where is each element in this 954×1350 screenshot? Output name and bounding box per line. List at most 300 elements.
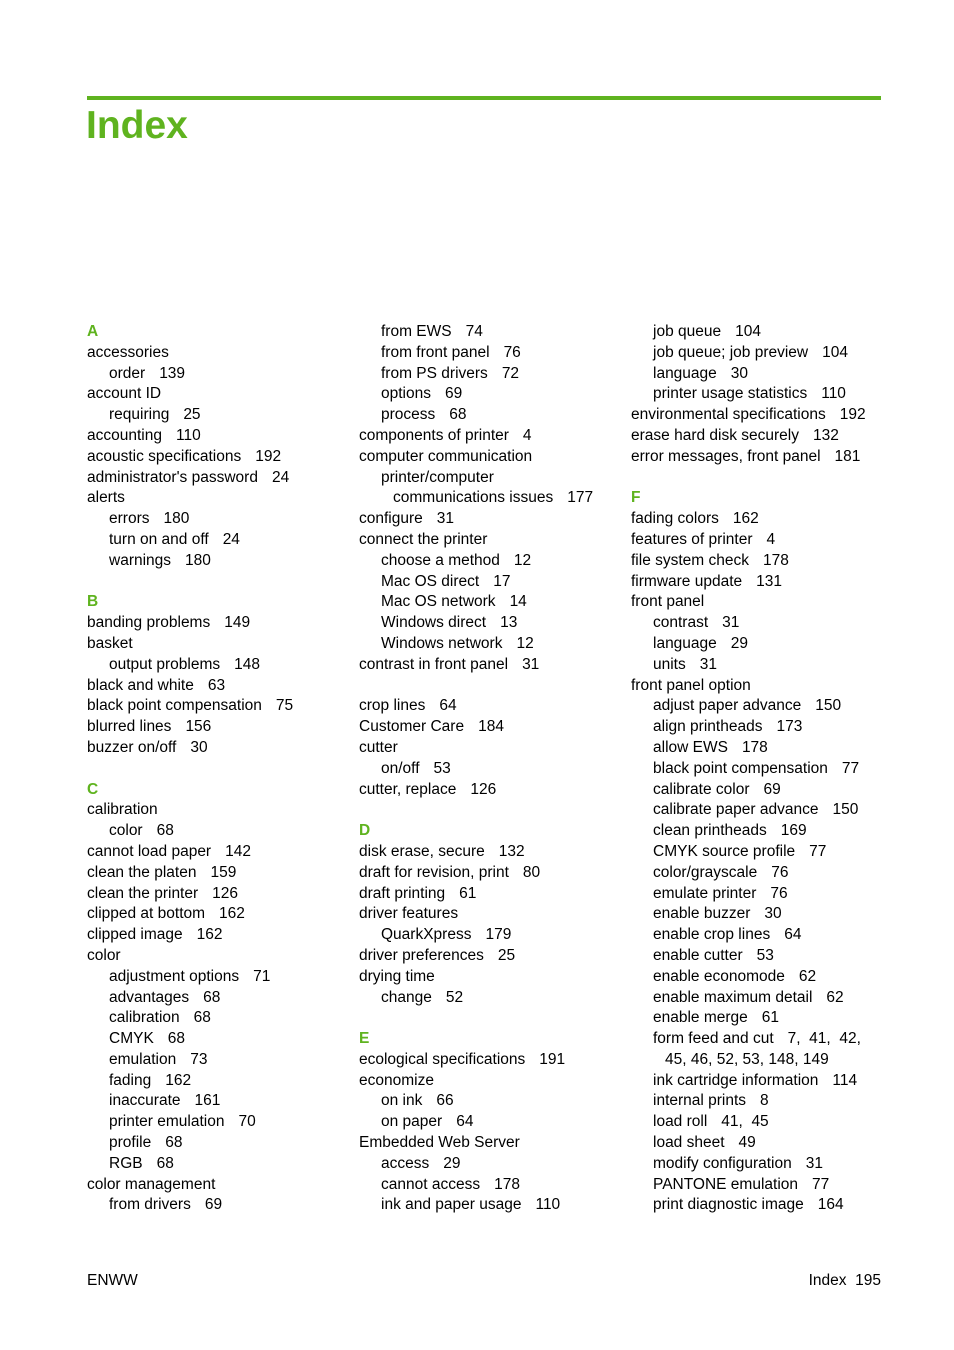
index-column-2 <box>359 322 621 1216</box>
page-reference[interactable]: 63 <box>207 676 226 694</box>
page-reference[interactable]: 114 <box>832 1071 858 1089</box>
index-entry <box>359 904 621 925</box>
index-letter-heading: B <box>87 593 99 611</box>
index-letter-heading: C <box>87 780 99 798</box>
page-reference[interactable]: 161 <box>194 1092 221 1110</box>
index-subentry <box>359 405 621 426</box>
index-term: CMYK source profile <box>653 842 796 860</box>
index-entry <box>359 780 621 801</box>
index-term: color <box>87 946 121 964</box>
index-subentry <box>87 1008 327 1029</box>
page-reference[interactable]: 156 <box>185 718 212 736</box>
index-entry <box>87 717 327 738</box>
index-term: color/grayscale <box>653 863 758 881</box>
index-term: on paper <box>381 1113 443 1131</box>
index-subentry <box>87 1071 327 1092</box>
page-reference[interactable]: 24 <box>222 530 240 548</box>
page-reference[interactable]: 104 <box>735 323 761 340</box>
page-reference[interactable]: 31 <box>805 1154 823 1172</box>
index-term: erase hard disk securely <box>631 426 799 444</box>
index-subentry <box>87 1029 327 1050</box>
index-entry <box>631 447 893 468</box>
index-subentry <box>631 322 893 343</box>
index-subentry <box>631 863 893 884</box>
index-term: printer emulation <box>109 1113 225 1131</box>
page-reference[interactable]: 110 <box>535 1196 561 1214</box>
index-entry <box>87 863 327 884</box>
index-entry <box>87 447 327 468</box>
index-entry <box>87 1175 327 1196</box>
page-reference[interactable]: 169 <box>780 822 807 840</box>
index-term: PANTONE emulation <box>653 1175 799 1193</box>
index-subentry <box>359 1195 621 1216</box>
page-reference[interactable]: 110 <box>821 385 846 403</box>
page-reference[interactable]: 30 <box>764 905 782 923</box>
index-term: configure <box>359 510 423 528</box>
index-term: fading colors <box>631 510 719 528</box>
index-subentry <box>87 551 327 572</box>
index-term: choose a method <box>381 551 500 569</box>
index-term: Windows direct <box>381 614 487 632</box>
index-entry <box>631 551 893 572</box>
page-reference[interactable]: 126 <box>470 780 497 798</box>
page-reference[interactable]: 68 <box>156 1154 174 1172</box>
page-reference[interactable]: 178 <box>741 738 768 756</box>
index-subentry <box>631 738 893 759</box>
index-term: disk erase, secure <box>359 842 485 860</box>
index-subentry <box>359 988 621 1009</box>
index-term: communications issues <box>393 489 554 507</box>
page-reference[interactable]: 30 <box>730 364 749 382</box>
index-term: load roll <box>653 1113 708 1131</box>
page-reference[interactable]: 69 <box>763 780 781 798</box>
page-reference[interactable]: 12 <box>513 551 532 569</box>
index-subentry <box>631 780 893 801</box>
index-letter-heading: D <box>359 822 371 840</box>
index-entry <box>359 530 621 551</box>
page-reference[interactable]: 31 <box>722 614 740 632</box>
index-entry <box>87 925 327 946</box>
index-term: environmental specifications <box>631 406 826 424</box>
index-subentry <box>87 988 327 1009</box>
index-subentry <box>631 884 893 905</box>
index-entry <box>359 1050 621 1071</box>
page-reference[interactable]: 68 <box>165 1134 183 1152</box>
index-term: profile <box>109 1134 152 1152</box>
index-letter-heading: E <box>359 1030 370 1048</box>
index-term: color management <box>87 1175 216 1193</box>
index-term: driver features <box>359 905 459 923</box>
spacer <box>359 800 621 821</box>
page-reference[interactable]: 110 <box>175 426 201 444</box>
index-term: from front panel <box>381 343 490 361</box>
index-subentry <box>359 1175 621 1196</box>
index-subentry <box>359 925 621 946</box>
index-entry <box>87 696 327 717</box>
spacer <box>87 759 327 780</box>
page-reference[interactable]: 61 <box>459 884 477 902</box>
footer-left: ENWW <box>87 1272 138 1289</box>
index-subentry <box>87 1091 327 1112</box>
index-entry <box>87 800 327 821</box>
index-term: acoustic specifications <box>87 447 242 465</box>
page-reference[interactable]: 53 <box>433 759 451 777</box>
index-entry <box>631 530 893 551</box>
index-term: print diagnostic image <box>653 1196 804 1214</box>
index-term: calibrate paper advance <box>653 801 819 819</box>
index-subentry <box>631 800 893 821</box>
page-reference[interactable]: 178 <box>763 551 789 569</box>
index-subentry <box>631 904 893 925</box>
index-subentry <box>359 613 621 634</box>
index-entry <box>359 967 621 988</box>
page-reference[interactable]: 76 <box>771 863 789 881</box>
index-subentry <box>87 1050 327 1071</box>
index-subentry <box>87 1133 327 1154</box>
page-reference[interactable]: 62 <box>798 967 817 985</box>
index-term: job queue <box>653 323 722 340</box>
page-reference[interactable]: 162 <box>732 510 759 528</box>
index-subentry <box>87 405 327 426</box>
page-reference[interactable]: 64 <box>439 697 457 715</box>
index-subentry <box>359 322 621 343</box>
header-rule <box>87 96 881 100</box>
page-reference[interactable]: 8 <box>760 1092 769 1110</box>
index-subentry <box>631 1195 893 1216</box>
index-term: from drivers <box>109 1196 191 1214</box>
index-term: account ID <box>87 385 162 403</box>
index-entry <box>87 842 327 863</box>
index-term: enable crop lines <box>653 926 771 944</box>
page-reference[interactable]: 64 <box>784 926 802 944</box>
index-subentry <box>631 384 893 405</box>
page-reference[interactable]: 25 <box>183 406 201 424</box>
index-subentry <box>631 946 893 967</box>
index-term: black and white <box>87 676 194 694</box>
index-subentry <box>631 988 893 1009</box>
index-entry <box>359 842 621 863</box>
index-entry <box>87 946 327 967</box>
index-subentry <box>359 343 621 364</box>
page-reference[interactable]: 41, 45 <box>721 1113 769 1131</box>
index-subentry <box>631 1008 893 1029</box>
index-term: access <box>381 1154 430 1172</box>
index-term: RGB <box>109 1154 143 1172</box>
page-reference[interactable]: 53 <box>756 946 774 964</box>
index-term: warnings <box>109 551 172 569</box>
page-reference[interactable]: 31 <box>436 510 455 528</box>
index-term: language <box>653 364 717 382</box>
index-entry <box>359 1133 621 1154</box>
index-term: connect the printer <box>359 530 488 548</box>
index-subentry <box>631 967 893 988</box>
index-term: requiring <box>109 406 170 424</box>
index-term: advantages <box>109 988 190 1006</box>
index-subentry <box>631 1175 893 1196</box>
index-term: front panel option <box>631 676 751 694</box>
index-term: on ink <box>381 1092 423 1110</box>
page-reference[interactable]: 7, 41, 42, <box>787 1030 861 1048</box>
page-reference[interactable]: 162 <box>196 926 223 944</box>
page-reference[interactable]: 150 <box>815 697 842 715</box>
index-term: Customer Care <box>359 718 465 736</box>
page-reference[interactable]: 139 <box>159 364 186 382</box>
index-subentry <box>87 655 327 676</box>
page-reference[interactable]: 76 <box>503 343 521 361</box>
index-term: emulate printer <box>653 884 757 902</box>
index-entry <box>87 884 327 905</box>
page-reference[interactable]: 68 <box>203 988 221 1006</box>
index-term: internal prints <box>653 1092 747 1110</box>
page-reference[interactable]: 180 <box>185 551 211 569</box>
index-entry <box>631 405 893 426</box>
index-term: features of printer <box>631 530 753 548</box>
index-term: error messages, front panel <box>631 447 821 465</box>
index-term: clipped image <box>87 926 183 944</box>
index-entry <box>87 488 327 509</box>
page-reference[interactable]: 25 <box>497 946 516 964</box>
page-reference[interactable]: 31 <box>522 655 540 673</box>
index-entry <box>359 509 621 530</box>
page-reference[interactable]: 24 <box>271 468 290 486</box>
page-reference[interactable]: 159 <box>210 863 237 881</box>
page-reference[interactable]: 74 <box>465 323 483 340</box>
index-subentry <box>359 488 621 509</box>
page-reference[interactable]: 68 <box>449 406 467 424</box>
page-reference[interactable]: 77 <box>809 842 827 860</box>
index-term: Mac OS network <box>381 593 496 611</box>
footer-page-number: Index 195 <box>808 1272 881 1289</box>
index-term: cutter, replace <box>359 780 457 798</box>
index-term: printer/computer <box>381 468 494 486</box>
index-letter-heading: F <box>631 489 641 507</box>
index-term: from PS drivers <box>381 364 488 382</box>
page-reference[interactable]: 68 <box>167 1030 186 1048</box>
index-subentry <box>87 364 327 385</box>
index-subentry <box>87 1112 327 1133</box>
index-term: output problems <box>109 655 221 673</box>
index-term: draft printing <box>359 884 446 902</box>
page-reference[interactable]: 191 <box>539 1050 566 1068</box>
page-reference[interactable]: 180 <box>163 510 190 528</box>
spacer <box>631 468 893 489</box>
index-term: adjust paper advance <box>653 697 802 715</box>
index-column-3 <box>631 322 893 1216</box>
index-term: driver preferences <box>359 946 484 964</box>
index-subentry <box>631 634 893 655</box>
index-term: cannot access <box>381 1175 481 1193</box>
page-reference[interactable]: 30 <box>190 738 208 756</box>
index-term: ink cartridge information <box>653 1071 819 1089</box>
index-term: allow EWS <box>653 738 728 756</box>
page-reference[interactable]: 71 <box>253 967 271 985</box>
index-entry <box>631 572 893 593</box>
index-term: from EWS <box>381 323 452 340</box>
page-reference[interactable]: 80 <box>522 863 541 881</box>
index-entry <box>87 343 327 364</box>
page-reference[interactable]: 76 <box>770 884 788 902</box>
index-term: process <box>381 406 436 424</box>
page-reference[interactable]: 4 <box>766 530 776 548</box>
index-subentry <box>631 925 893 946</box>
index-term: Mac OS direct <box>381 572 480 590</box>
page-reference[interactable]: 14 <box>509 593 527 611</box>
index-term: accessories <box>87 343 169 361</box>
index-term: front panel <box>631 593 705 611</box>
index-subentry <box>359 1154 621 1175</box>
page-reference[interactable]: 31 <box>699 655 717 673</box>
index-term: 45, 46, 52, 53, 148, 149 <box>665 1050 829 1068</box>
index-entry <box>87 904 327 925</box>
index-term: options <box>381 385 431 403</box>
index-term: Windows network <box>381 634 503 652</box>
index-term: ecological specifications <box>359 1050 526 1068</box>
index-term: blurred lines <box>87 718 172 736</box>
index-subentry <box>87 967 327 988</box>
index-subentry <box>359 384 621 405</box>
index-subentry <box>631 1029 893 1050</box>
index-subentry <box>631 717 893 738</box>
page-reference[interactable]: 61 <box>761 1009 780 1027</box>
index-term: enable buzzer <box>653 905 751 923</box>
page-reference[interactable]: 13 <box>500 614 518 632</box>
page-reference[interactable]: 77 <box>812 1175 830 1193</box>
index-subentry <box>359 364 621 385</box>
index-entry <box>87 676 327 697</box>
index-term: accounting <box>87 426 162 444</box>
index-entry <box>87 384 327 405</box>
index-term: drying time <box>359 967 435 985</box>
index-term: clean the platen <box>87 863 197 881</box>
index-subentry <box>359 592 621 613</box>
page-reference[interactable]: 149 <box>224 614 251 632</box>
page-reference[interactable]: 192 <box>255 447 282 465</box>
index-entry <box>87 634 327 655</box>
page-reference[interactable]: 49 <box>738 1134 756 1152</box>
index-subentry <box>631 1050 893 1071</box>
index-term: alerts <box>87 489 125 507</box>
index-term: clipped at bottom <box>87 905 206 923</box>
index-term: align printheads <box>653 718 763 736</box>
index-entry <box>87 613 327 634</box>
index-entry <box>87 426 327 447</box>
index-entry <box>87 468 327 489</box>
page-reference[interactable]: 142 <box>225 842 251 860</box>
page-reference[interactable]: 4 <box>522 426 532 444</box>
index-term: economize <box>359 1071 434 1089</box>
index-term: enable merge <box>653 1009 748 1027</box>
index-term: form feed and cut <box>653 1030 774 1048</box>
page-reference[interactable]: 132 <box>813 426 839 444</box>
index-term: basket <box>87 634 133 652</box>
index-term: firmware update <box>631 572 743 590</box>
index-subentry <box>631 613 893 634</box>
page-reference[interactable]: 148 <box>234 655 261 673</box>
page-reference[interactable]: 162 <box>165 1071 192 1089</box>
index-term: cannot load paper <box>87 842 212 860</box>
page-reference[interactable]: 17 <box>493 572 511 590</box>
page-reference[interactable]: 131 <box>756 572 783 590</box>
page-reference[interactable]: 179 <box>485 926 512 944</box>
page-reference[interactable]: 69 <box>204 1196 223 1214</box>
spacer <box>359 1008 621 1029</box>
index-term: ink and paper usage <box>381 1196 522 1214</box>
page-reference[interactable]: 69 <box>444 385 463 403</box>
index-term: cutter <box>359 738 398 756</box>
index-term: units <box>653 655 686 673</box>
index-subentry <box>87 509 327 530</box>
index-subentry <box>631 655 893 676</box>
index-subentry <box>631 364 893 385</box>
index-entry <box>359 884 621 905</box>
index-entry <box>359 717 621 738</box>
page-reference[interactable]: 177 <box>567 489 594 507</box>
index-subentry <box>631 1133 893 1154</box>
index-subentry <box>359 468 621 489</box>
index-term: printer usage statistics <box>653 385 808 403</box>
page-reference[interactable]: 162 <box>219 905 245 923</box>
page-reference[interactable]: 12 <box>516 634 534 652</box>
page-reference[interactable]: 73 <box>190 1050 208 1068</box>
page-reference[interactable]: 126 <box>212 884 239 902</box>
index-term: computer communication <box>359 447 533 465</box>
index-subentry <box>359 1112 621 1133</box>
page-reference[interactable]: 68 <box>156 822 174 840</box>
page-reference[interactable]: 178 <box>494 1175 520 1193</box>
page-reference[interactable]: 62 <box>826 988 844 1006</box>
index-term: calibration <box>87 801 158 819</box>
page-reference[interactable]: 181 <box>834 447 861 465</box>
page-reference[interactable]: 72 <box>501 364 520 382</box>
index-entry <box>87 738 327 759</box>
index-term: load sheet <box>653 1134 725 1152</box>
index-term: file system check <box>631 551 750 569</box>
page-reference[interactable]: 77 <box>841 759 860 777</box>
index-term: contrast in front panel <box>359 655 509 673</box>
index-entry <box>631 426 893 447</box>
page-reference[interactable]: 150 <box>832 801 859 819</box>
index-entry <box>631 592 893 613</box>
index-entry <box>631 676 893 697</box>
page-reference[interactable]: 75 <box>275 697 294 715</box>
page-reference[interactable]: 66 <box>436 1092 454 1110</box>
index-term: enable cutter <box>653 946 743 964</box>
index-term: enable economode <box>653 967 785 985</box>
page-reference[interactable]: 64 <box>456 1113 474 1131</box>
page-reference[interactable]: 29 <box>730 634 749 652</box>
page-reference[interactable]: 192 <box>839 406 866 424</box>
page-reference[interactable]: 184 <box>478 718 504 736</box>
page-reference[interactable]: 173 <box>776 718 803 736</box>
page-reference[interactable]: 52 <box>445 988 464 1006</box>
index-term: clean printheads <box>653 822 767 840</box>
index-subentry <box>87 1195 327 1216</box>
index-term: job queue; job preview <box>653 343 809 361</box>
index-subentry <box>631 759 893 780</box>
page-reference[interactable]: 132 <box>498 842 525 860</box>
index-term: CMYK <box>109 1030 154 1048</box>
page-reference[interactable]: 104 <box>822 343 848 361</box>
index-term: adjustment options <box>109 967 240 985</box>
page-reference[interactable]: 68 <box>193 1009 211 1027</box>
index-term: QuarkXpress <box>381 926 472 944</box>
page-reference[interactable]: 70 <box>238 1113 256 1131</box>
page-reference[interactable]: 29 <box>443 1154 461 1172</box>
index-term: emulation <box>109 1050 177 1068</box>
index-term: fading <box>109 1071 152 1089</box>
page-reference[interactable]: 164 <box>817 1196 844 1214</box>
spacer <box>359 676 621 697</box>
